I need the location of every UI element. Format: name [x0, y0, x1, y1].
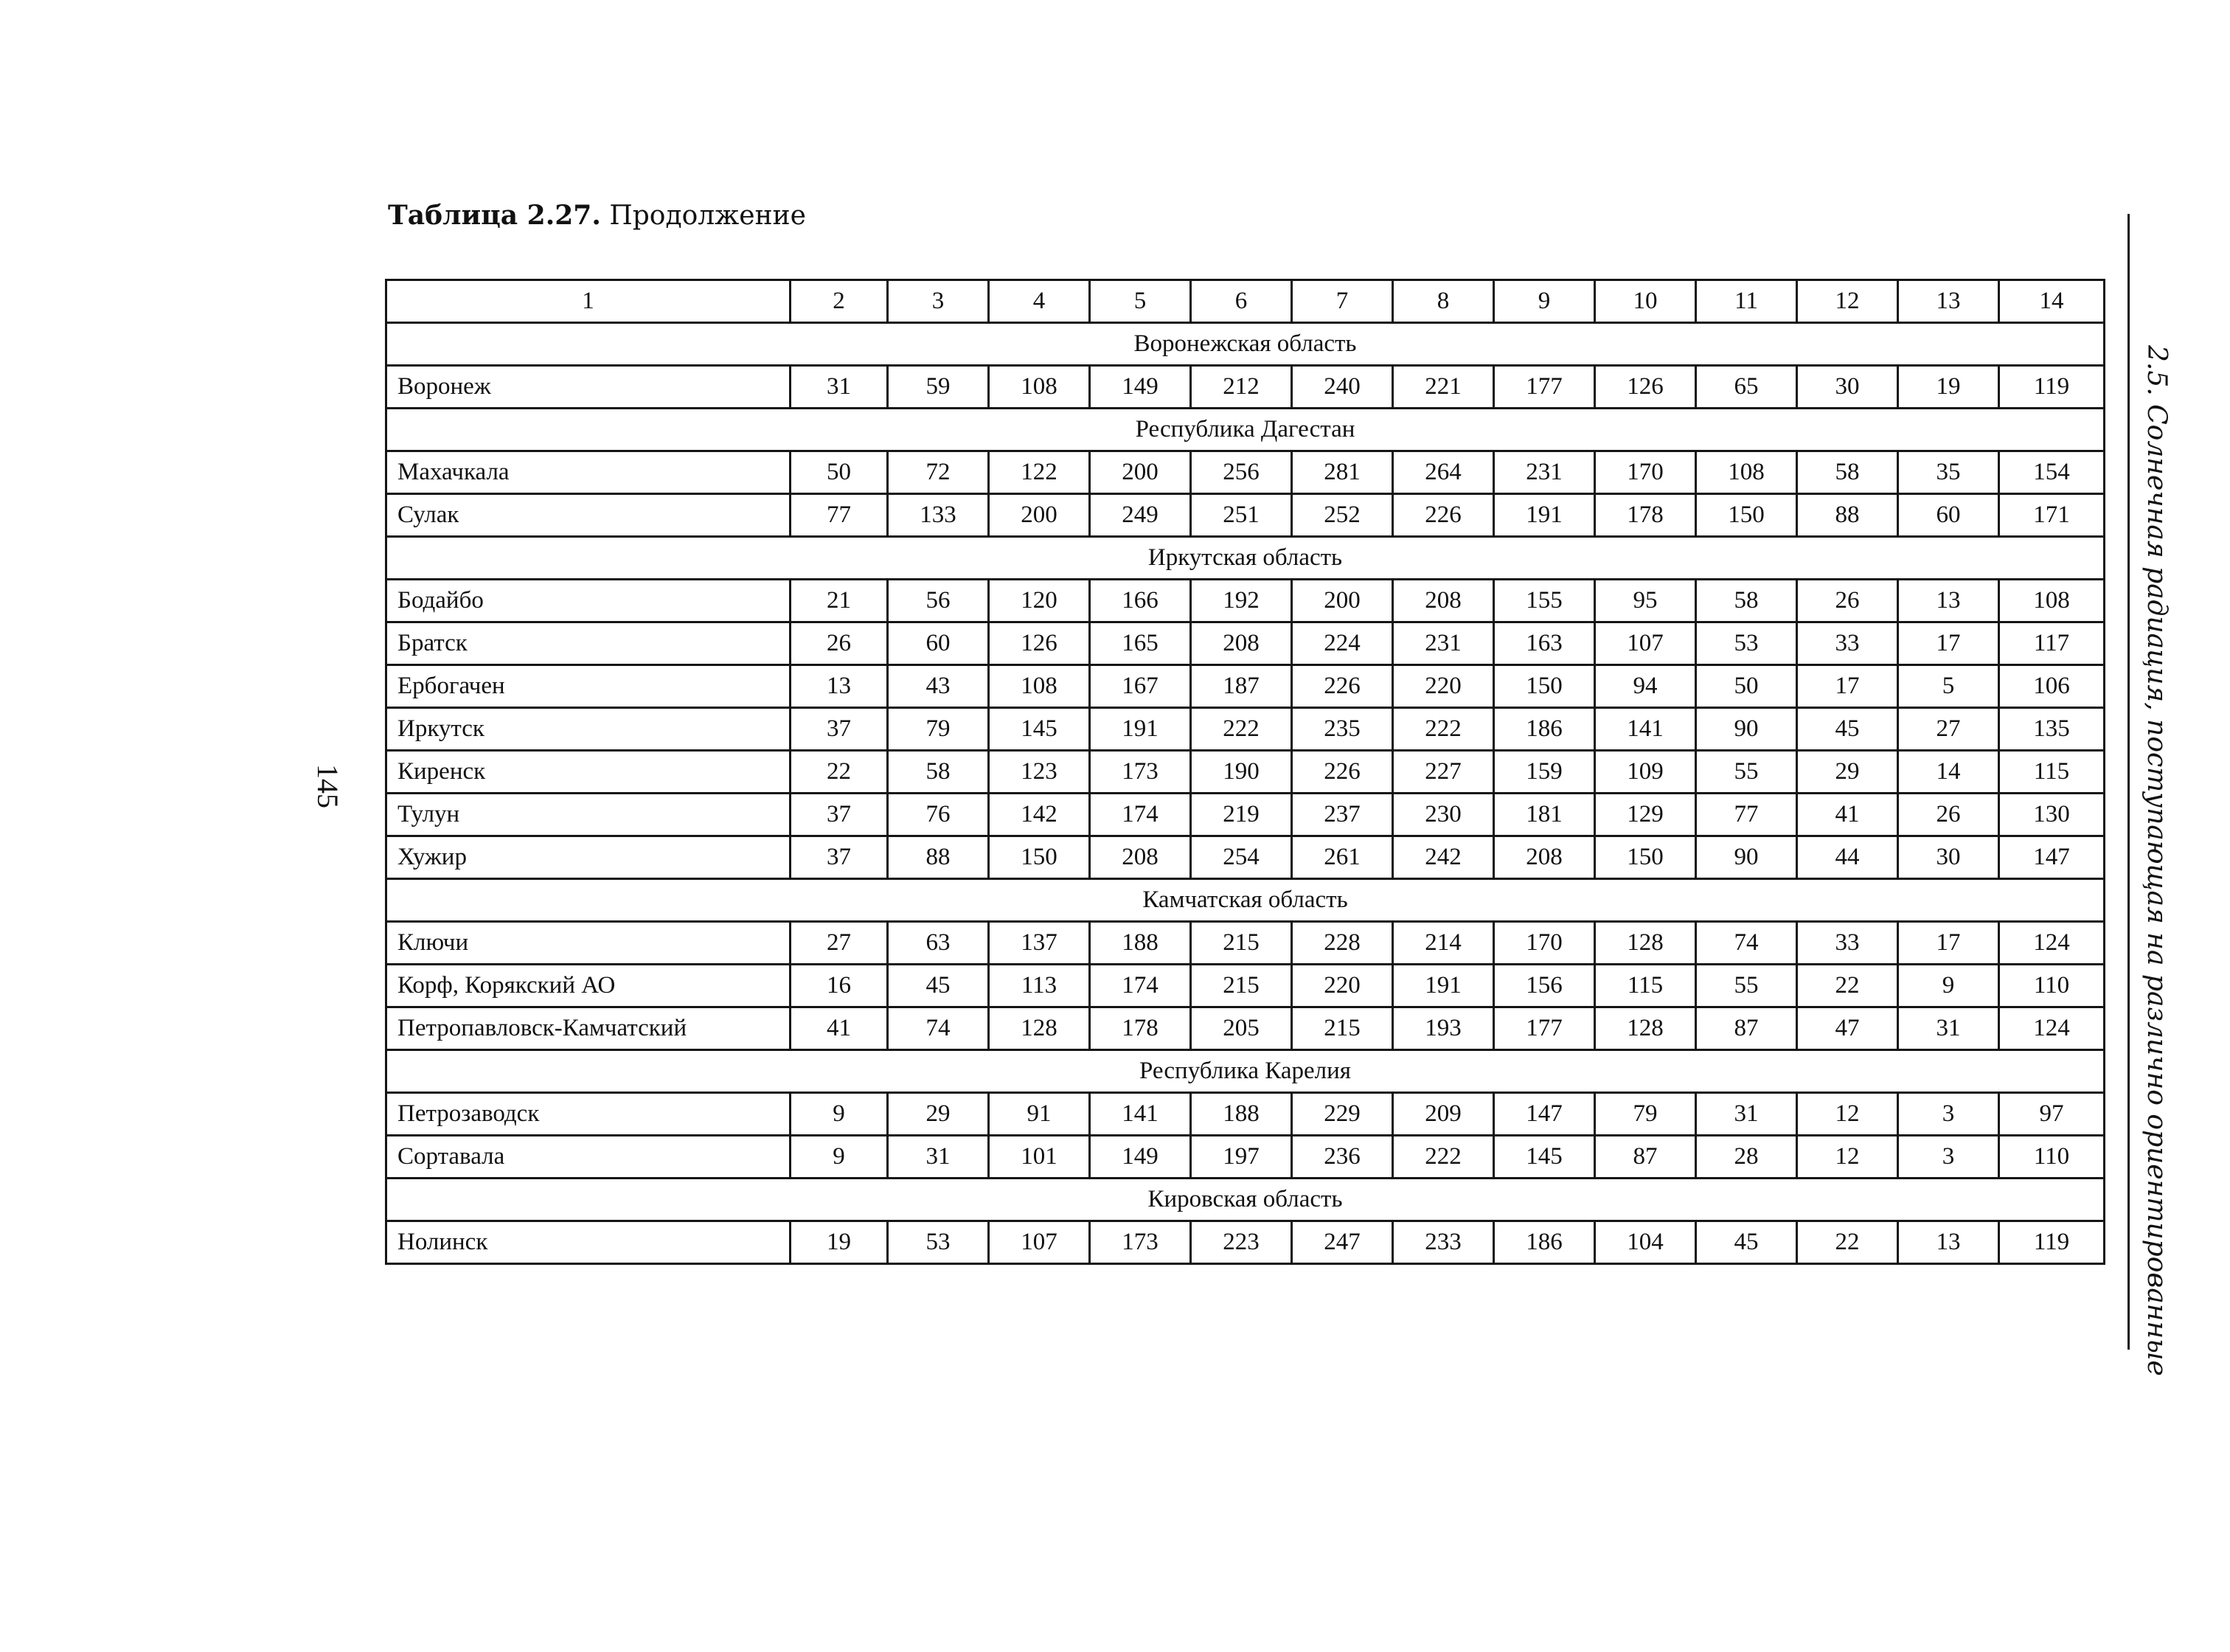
value-cell: 101	[989, 1136, 1090, 1179]
table-header-row	[386, 280, 2105, 323]
value-cell: 58	[1696, 580, 1797, 622]
station-name-cell: Воронеж	[386, 366, 791, 409]
value-cell: 227	[1393, 751, 1494, 794]
region-label: Республика Дагестан	[386, 409, 2105, 451]
table-row	[386, 494, 2105, 537]
value-cell: 252	[1292, 494, 1393, 537]
value-cell: 229	[1292, 1093, 1393, 1136]
table-row	[386, 751, 2105, 794]
value-cell: 3	[1898, 1136, 1999, 1179]
value-cell: 13	[1898, 580, 1999, 622]
value-cell: 59	[888, 366, 989, 409]
value-cell: 108	[1696, 451, 1797, 494]
value-cell: 45	[1797, 708, 1898, 751]
value-cell: 41	[791, 1007, 888, 1050]
value-cell: 109	[1595, 751, 1696, 794]
value-cell: 30	[1797, 366, 1898, 409]
value-cell: 149	[1090, 1136, 1191, 1179]
header-cell: 9	[1494, 280, 1595, 323]
value-cell: 13	[1898, 1221, 1999, 1264]
value-cell: 29	[1797, 751, 1898, 794]
value-cell: 22	[1797, 965, 1898, 1007]
value-cell: 226	[1292, 751, 1393, 794]
value-cell: 231	[1393, 622, 1494, 665]
value-cell: 55	[1696, 965, 1797, 1007]
table-row	[386, 836, 2105, 879]
value-cell: 181	[1494, 794, 1595, 836]
value-cell: 135	[1999, 708, 2105, 751]
value-cell: 58	[888, 751, 989, 794]
value-cell: 53	[888, 1221, 989, 1264]
value-cell: 191	[1494, 494, 1595, 537]
value-cell: 264	[1393, 451, 1494, 494]
value-cell: 53	[1696, 622, 1797, 665]
value-cell: 128	[1595, 1007, 1696, 1050]
value-cell: 37	[791, 836, 888, 879]
value-cell: 222	[1393, 708, 1494, 751]
table-row	[386, 622, 2105, 665]
table-caption	[388, 199, 806, 232]
value-cell: 12	[1797, 1136, 1898, 1179]
table-row	[386, 794, 2105, 836]
value-cell: 150	[1595, 836, 1696, 879]
value-cell: 174	[1090, 794, 1191, 836]
value-cell: 174	[1090, 965, 1191, 1007]
value-cell: 193	[1393, 1007, 1494, 1050]
value-cell: 228	[1292, 922, 1393, 965]
value-cell: 212	[1191, 366, 1292, 409]
value-cell: 188	[1191, 1093, 1292, 1136]
value-cell: 226	[1393, 494, 1494, 537]
value-cell: 200	[1292, 580, 1393, 622]
value-cell: 110	[1999, 965, 2105, 1007]
table-body	[386, 280, 2105, 1264]
region-row	[386, 1179, 2105, 1221]
value-cell: 47	[1797, 1007, 1898, 1050]
table-row	[386, 366, 2105, 409]
header-cell: 2	[791, 280, 888, 323]
value-cell: 12	[1797, 1093, 1898, 1136]
value-cell: 26	[791, 622, 888, 665]
value-cell: 60	[1898, 494, 1999, 537]
value-cell: 137	[989, 922, 1090, 965]
value-cell: 33	[1797, 922, 1898, 965]
value-cell: 130	[1999, 794, 2105, 836]
value-cell: 9	[791, 1136, 888, 1179]
value-cell: 17	[1898, 922, 1999, 965]
table-row	[386, 708, 2105, 751]
value-cell: 45	[888, 965, 989, 1007]
value-cell: 223	[1191, 1221, 1292, 1264]
value-cell: 115	[1595, 965, 1696, 1007]
value-cell: 236	[1292, 1136, 1393, 1179]
value-cell: 221	[1393, 366, 1494, 409]
value-cell: 95	[1595, 580, 1696, 622]
header-cell: 4	[989, 280, 1090, 323]
region-row	[386, 409, 2105, 451]
value-cell: 208	[1393, 580, 1494, 622]
value-cell: 27	[1898, 708, 1999, 751]
value-cell: 166	[1090, 580, 1191, 622]
value-cell: 43	[888, 665, 989, 708]
running-header: 2.5. Солнечная радиация, поступающая на различно ориентированные	[2142, 345, 2172, 1376]
value-cell: 107	[1595, 622, 1696, 665]
value-cell: 249	[1090, 494, 1191, 537]
value-cell: 240	[1292, 366, 1393, 409]
value-cell: 256	[1191, 451, 1292, 494]
value-cell: 163	[1494, 622, 1595, 665]
value-cell: 171	[1999, 494, 2105, 537]
value-cell: 200	[1090, 451, 1191, 494]
value-cell: 247	[1292, 1221, 1393, 1264]
value-cell: 63	[888, 922, 989, 965]
value-cell: 17	[1797, 665, 1898, 708]
value-cell: 77	[1696, 794, 1797, 836]
region-row	[386, 323, 2105, 366]
value-cell: 50	[791, 451, 888, 494]
value-cell: 147	[1999, 836, 2105, 879]
value-cell: 261	[1292, 836, 1393, 879]
value-cell: 186	[1494, 708, 1595, 751]
station-name-cell: Сулак	[386, 494, 791, 537]
value-cell: 129	[1595, 794, 1696, 836]
header-cell: 12	[1797, 280, 1898, 323]
value-cell: 124	[1999, 922, 2105, 965]
value-cell: 107	[989, 1221, 1090, 1264]
value-cell: 155	[1494, 580, 1595, 622]
value-cell: 104	[1595, 1221, 1696, 1264]
value-cell: 31	[791, 366, 888, 409]
value-cell: 9	[791, 1093, 888, 1136]
value-cell: 76	[888, 794, 989, 836]
value-cell: 141	[1090, 1093, 1191, 1136]
value-cell: 21	[791, 580, 888, 622]
station-name-cell: Нолинск	[386, 1221, 791, 1264]
value-cell: 19	[791, 1221, 888, 1264]
value-cell: 87	[1696, 1007, 1797, 1050]
value-cell: 26	[1797, 580, 1898, 622]
value-cell: 113	[989, 965, 1090, 1007]
value-cell: 126	[989, 622, 1090, 665]
value-cell: 128	[1595, 922, 1696, 965]
region-label: Республика Карелия	[386, 1050, 2105, 1093]
value-cell: 208	[1494, 836, 1595, 879]
table-row	[386, 965, 2105, 1007]
value-cell: 159	[1494, 751, 1595, 794]
value-cell: 72	[888, 451, 989, 494]
value-cell: 3	[1898, 1093, 1999, 1136]
value-cell: 16	[791, 965, 888, 1007]
value-cell: 237	[1292, 794, 1393, 836]
value-cell: 215	[1191, 965, 1292, 1007]
value-cell: 197	[1191, 1136, 1292, 1179]
station-name-cell: Махачкала	[386, 451, 791, 494]
value-cell: 128	[989, 1007, 1090, 1050]
value-cell: 106	[1999, 665, 2105, 708]
value-cell: 74	[1696, 922, 1797, 965]
value-cell: 141	[1595, 708, 1696, 751]
value-cell: 33	[1797, 622, 1898, 665]
value-cell: 58	[1797, 451, 1898, 494]
value-cell: 173	[1090, 751, 1191, 794]
value-cell: 220	[1292, 965, 1393, 1007]
value-cell: 13	[791, 665, 888, 708]
value-cell: 123	[989, 751, 1090, 794]
value-cell: 79	[1595, 1093, 1696, 1136]
value-cell: 65	[1696, 366, 1797, 409]
value-cell: 126	[1595, 366, 1696, 409]
value-cell: 87	[1595, 1136, 1696, 1179]
value-cell: 45	[1696, 1221, 1797, 1264]
value-cell: 28	[1696, 1136, 1797, 1179]
station-name-cell: Киренск	[386, 751, 791, 794]
value-cell: 90	[1696, 836, 1797, 879]
value-cell: 9	[1898, 965, 1999, 1007]
value-cell: 192	[1191, 580, 1292, 622]
value-cell: 108	[1999, 580, 2105, 622]
header-cell: 1	[386, 280, 791, 323]
value-cell: 208	[1090, 836, 1191, 879]
value-cell: 119	[1999, 366, 2105, 409]
value-cell: 110	[1999, 1136, 2105, 1179]
value-cell: 5	[1898, 665, 1999, 708]
value-cell: 167	[1090, 665, 1191, 708]
value-cell: 209	[1393, 1093, 1494, 1136]
value-cell: 233	[1393, 1221, 1494, 1264]
value-cell: 108	[989, 366, 1090, 409]
station-name-cell: Хужир	[386, 836, 791, 879]
value-cell: 170	[1494, 922, 1595, 965]
value-cell: 235	[1292, 708, 1393, 751]
value-cell: 60	[888, 622, 989, 665]
value-cell: 29	[888, 1093, 989, 1136]
value-cell: 178	[1090, 1007, 1191, 1050]
value-cell: 35	[1898, 451, 1999, 494]
value-cell: 147	[1494, 1093, 1595, 1136]
value-cell: 44	[1797, 836, 1898, 879]
value-cell: 224	[1292, 622, 1393, 665]
value-cell: 205	[1191, 1007, 1292, 1050]
station-name-cell: Корф, Корякский АО	[386, 965, 791, 1007]
value-cell: 186	[1494, 1221, 1595, 1264]
header-cell: 5	[1090, 280, 1191, 323]
value-cell: 200	[989, 494, 1090, 537]
value-cell: 22	[1797, 1221, 1898, 1264]
station-name-cell: Бодайбо	[386, 580, 791, 622]
station-name-cell: Братск	[386, 622, 791, 665]
value-cell: 219	[1191, 794, 1292, 836]
value-cell: 74	[888, 1007, 989, 1050]
value-cell: 122	[989, 451, 1090, 494]
station-name-cell: Петропавловск-Камчатский	[386, 1007, 791, 1050]
header-cell: 10	[1595, 280, 1696, 323]
value-cell: 281	[1292, 451, 1393, 494]
value-cell: 215	[1292, 1007, 1393, 1050]
value-cell: 178	[1595, 494, 1696, 537]
table-row	[386, 451, 2105, 494]
value-cell: 145	[1494, 1136, 1595, 1179]
value-cell: 150	[989, 836, 1090, 879]
value-cell: 97	[1999, 1093, 2105, 1136]
value-cell: 41	[1797, 794, 1898, 836]
table-row	[386, 1136, 2105, 1179]
value-cell: 231	[1494, 451, 1595, 494]
value-cell: 142	[989, 794, 1090, 836]
header-cell: 6	[1191, 280, 1292, 323]
value-cell: 50	[1696, 665, 1797, 708]
region-label: Кировская область	[386, 1179, 2105, 1221]
value-cell: 94	[1595, 665, 1696, 708]
value-cell: 220	[1393, 665, 1494, 708]
value-cell: 251	[1191, 494, 1292, 537]
value-cell: 222	[1393, 1136, 1494, 1179]
value-cell: 22	[791, 751, 888, 794]
region-row	[386, 879, 2105, 922]
value-cell: 26	[1898, 794, 1999, 836]
value-cell: 190	[1191, 751, 1292, 794]
region-row	[386, 1050, 2105, 1093]
value-cell: 88	[888, 836, 989, 879]
station-name-cell: Ербогачен	[386, 665, 791, 708]
table-caption-number: Таблица 2.27.	[388, 200, 601, 231]
value-cell: 115	[1999, 751, 2105, 794]
value-cell: 145	[989, 708, 1090, 751]
value-cell: 90	[1696, 708, 1797, 751]
station-name-cell: Ключи	[386, 922, 791, 965]
value-cell: 254	[1191, 836, 1292, 879]
station-name-cell: Сортавала	[386, 1136, 791, 1179]
table-row	[386, 1221, 2105, 1264]
value-cell: 154	[1999, 451, 2105, 494]
value-cell: 191	[1393, 965, 1494, 1007]
value-cell: 156	[1494, 965, 1595, 1007]
header-cell: 13	[1898, 280, 1999, 323]
value-cell: 165	[1090, 622, 1191, 665]
value-cell: 77	[791, 494, 888, 537]
value-cell: 31	[1898, 1007, 1999, 1050]
region-label: Воронежская область	[386, 323, 2105, 366]
header-cell: 8	[1393, 280, 1494, 323]
value-cell: 91	[989, 1093, 1090, 1136]
table-row	[386, 1093, 2105, 1136]
table-row	[386, 665, 2105, 708]
region-row	[386, 537, 2105, 580]
value-cell: 120	[989, 580, 1090, 622]
value-cell: 177	[1494, 1007, 1595, 1050]
page-number-text: 145	[311, 764, 344, 808]
table-row	[386, 922, 2105, 965]
value-cell: 170	[1595, 451, 1696, 494]
value-cell: 226	[1292, 665, 1393, 708]
value-cell: 230	[1393, 794, 1494, 836]
region-label: Камчатская область	[386, 879, 2105, 922]
value-cell: 31	[888, 1136, 989, 1179]
value-cell: 124	[1999, 1007, 2105, 1050]
value-cell: 187	[1191, 665, 1292, 708]
value-cell: 37	[791, 794, 888, 836]
station-name-cell: Тулун	[386, 794, 791, 836]
station-name-cell: Петрозаводск	[386, 1093, 791, 1136]
value-cell: 133	[888, 494, 989, 537]
value-cell: 79	[888, 708, 989, 751]
value-cell: 119	[1999, 1221, 2105, 1264]
value-cell: 37	[791, 708, 888, 751]
value-cell: 150	[1494, 665, 1595, 708]
radiation-table	[385, 279, 2105, 1265]
value-cell: 88	[1797, 494, 1898, 537]
value-cell: 150	[1696, 494, 1797, 537]
value-cell: 27	[791, 922, 888, 965]
side-rule	[2127, 214, 2130, 1350]
header-cell: 7	[1292, 280, 1393, 323]
value-cell: 208	[1191, 622, 1292, 665]
table-row	[386, 1007, 2105, 1050]
header-cell: 3	[888, 280, 989, 323]
value-cell: 31	[1696, 1093, 1797, 1136]
header-cell: 11	[1696, 280, 1797, 323]
value-cell: 56	[888, 580, 989, 622]
table-row	[386, 580, 2105, 622]
value-cell: 117	[1999, 622, 2105, 665]
value-cell: 30	[1898, 836, 1999, 879]
value-cell: 108	[989, 665, 1090, 708]
header-cell: 14	[1999, 280, 2105, 323]
value-cell: 188	[1090, 922, 1191, 965]
value-cell: 214	[1393, 922, 1494, 965]
value-cell: 55	[1696, 751, 1797, 794]
value-cell: 191	[1090, 708, 1191, 751]
value-cell: 222	[1191, 708, 1292, 751]
value-cell: 242	[1393, 836, 1494, 879]
table-caption-continuation: Продолжение	[600, 201, 806, 231]
station-name-cell: Иркутск	[386, 708, 791, 751]
value-cell: 19	[1898, 366, 1999, 409]
value-cell: 177	[1494, 366, 1595, 409]
value-cell: 173	[1090, 1221, 1191, 1264]
value-cell: 14	[1898, 751, 1999, 794]
value-cell: 149	[1090, 366, 1191, 409]
value-cell: 17	[1898, 622, 1999, 665]
value-cell: 215	[1191, 922, 1292, 965]
region-label: Иркутская область	[386, 537, 2105, 580]
